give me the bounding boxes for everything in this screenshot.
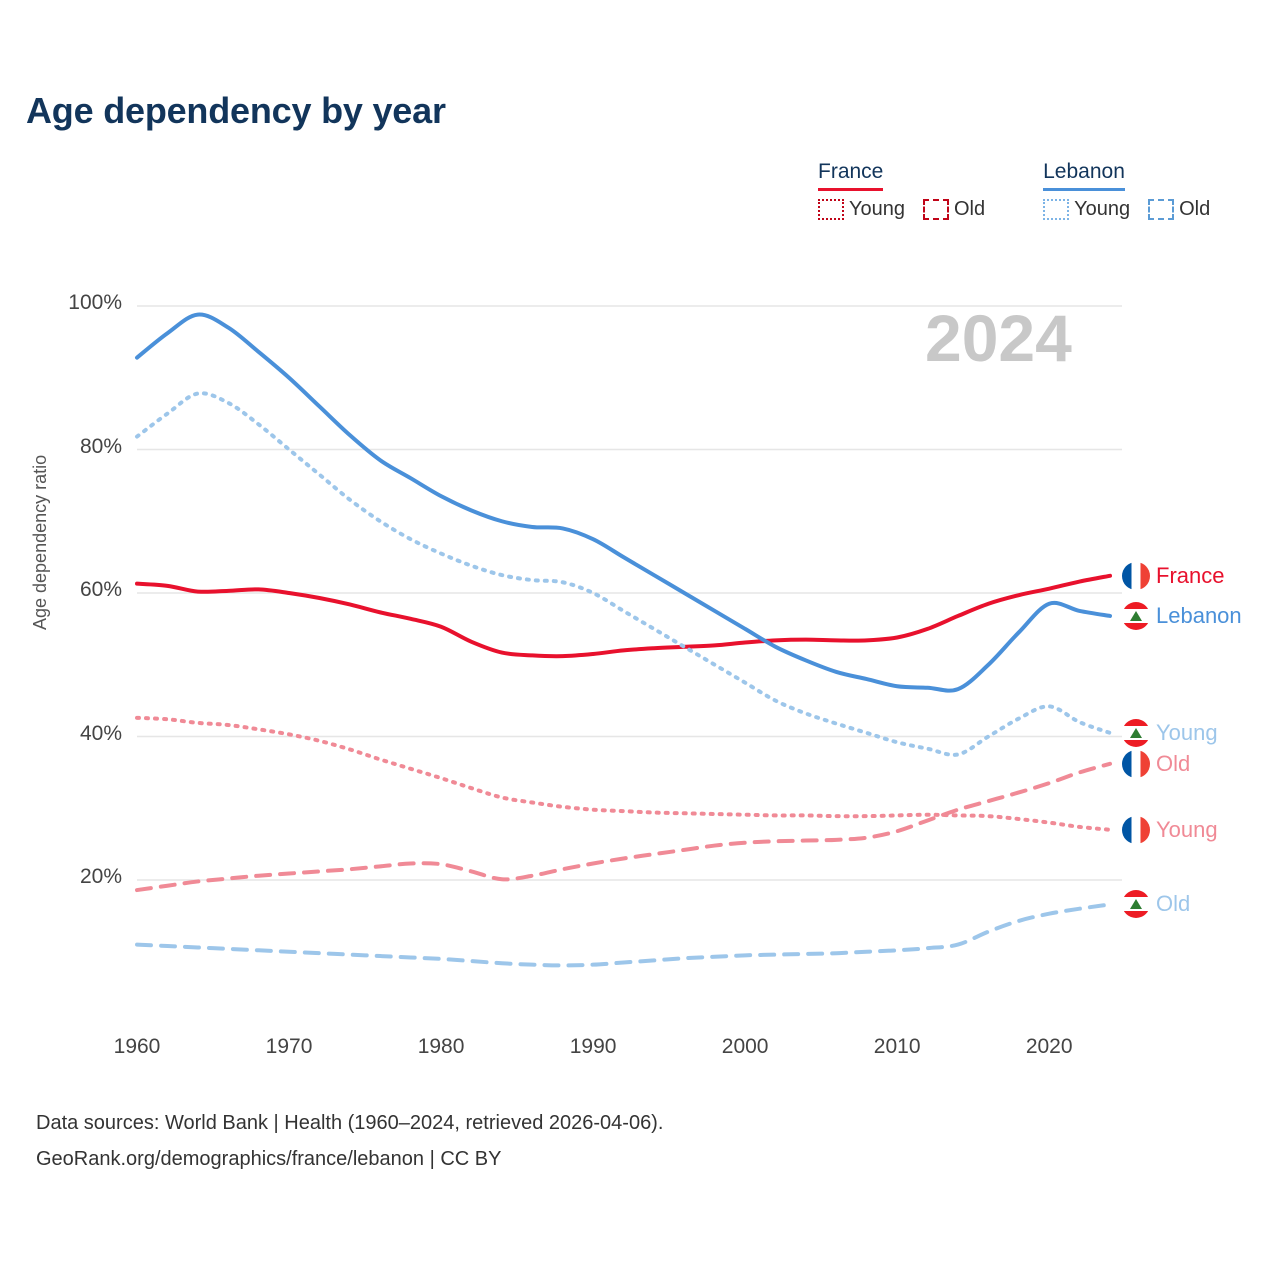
lebanon-flag-icon	[1122, 602, 1150, 630]
series-end-label[interactable]	[1122, 719, 1218, 747]
series-end-label-text: Old	[1156, 891, 1191, 917]
y-axis-tick-label: 100%	[68, 291, 122, 314]
x-axis-tick-label: 1960	[113, 1035, 161, 1058]
y-axis-tick-label: 80%	[79, 434, 122, 458]
legend-group-france	[818, 160, 985, 221]
x-axis-tick-label: 2000	[721, 1035, 769, 1058]
legend-item-france-old[interactable]	[923, 198, 985, 221]
legend-country-lebanon[interactable]: Lebanon	[1043, 160, 1125, 191]
series-end-label[interactable]	[1122, 750, 1190, 778]
x-axis-tick-label: 1970	[265, 1035, 313, 1058]
series-line-lebanon-old	[137, 904, 1110, 965]
legend-item-lebanon-old[interactable]	[1148, 198, 1210, 221]
page-title: Age dependency by year	[26, 90, 446, 131]
dashed-line-swatch-icon	[1148, 199, 1174, 220]
dashed-line-swatch-icon	[923, 199, 949, 220]
chart-legend	[818, 160, 1210, 221]
series-end-label-text: Old	[1156, 750, 1191, 776]
legend-group-lebanon	[1043, 160, 1210, 221]
france-flag-icon	[1122, 750, 1150, 778]
y-axis-tick-label: 60%	[79, 578, 122, 601]
series-line-lebanon-young	[137, 393, 1110, 755]
footer-line-1: Data sources: World Bank | Health (1960–2024, retrieved 2026-04-06).	[36, 1112, 664, 1134]
series-end-label-text: Young	[1156, 719, 1218, 745]
legend-item-label: Young	[1074, 198, 1131, 220]
france-flag-icon	[1122, 816, 1150, 844]
footer-line-2: GeoRank.org/demographics/france/lebanon | CC BY	[36, 1148, 502, 1170]
france-flag-icon	[1122, 562, 1150, 590]
y-axis-label: Age dependency ratio	[30, 454, 50, 630]
current-year-badge: 2024	[925, 301, 1072, 375]
series-end-label[interactable]	[1122, 602, 1242, 630]
footer-credits	[36, 1105, 663, 1177]
dotted-line-swatch-icon	[818, 199, 844, 220]
series-end-label-text: Lebanon	[1156, 602, 1242, 628]
legend-item-label: Old	[1179, 198, 1211, 220]
lebanon-flag-icon	[1122, 719, 1150, 747]
series-end-label[interactable]	[1122, 562, 1224, 590]
legend-item-label: Young	[849, 198, 905, 220]
series-line-france	[137, 576, 1110, 656]
y-axis-tick-label: 20%	[79, 865, 122, 888]
legend-item-label: Old	[954, 198, 986, 220]
legend-country-france[interactable]: France	[818, 160, 883, 191]
series-line-france-young	[137, 718, 1110, 830]
lebanon-flag-icon	[1122, 890, 1150, 918]
x-axis-tick-label: 2010	[873, 1035, 921, 1058]
series-end-label[interactable]	[1122, 816, 1218, 844]
dotted-line-swatch-icon	[1043, 199, 1069, 220]
legend-item-lebanon-young[interactable]	[1043, 198, 1130, 221]
series-end-label-text: Young	[1156, 816, 1218, 842]
y-axis-tick-label: 40%	[79, 721, 122, 745]
legend-item-france-young[interactable]	[818, 198, 905, 221]
series-end-label[interactable]	[1122, 890, 1190, 918]
x-axis-tick-label: 2020	[1025, 1035, 1073, 1058]
x-axis-tick-label: 1980	[417, 1035, 465, 1058]
x-axis-tick-label: 1990	[569, 1035, 617, 1058]
series-end-label-text: France	[1156, 562, 1225, 588]
series-line-france-old	[137, 764, 1110, 890]
